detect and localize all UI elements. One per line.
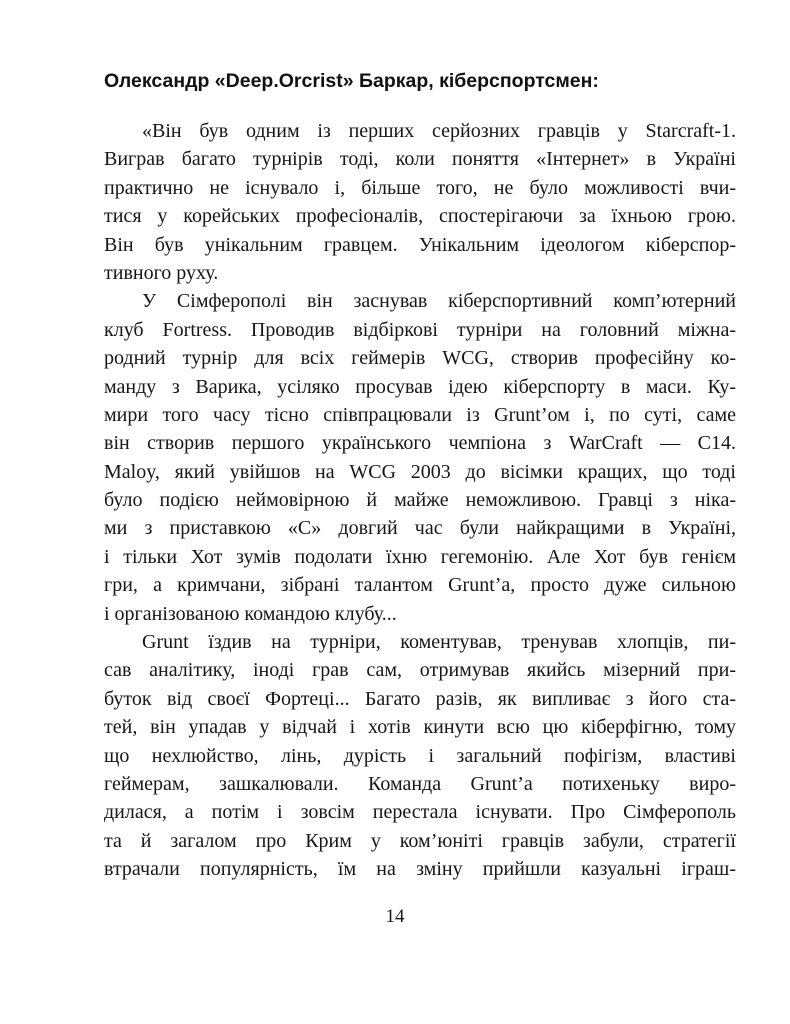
text-line: геймерам, зашкалювали. Команда Grunt’а потихеньку виро- [104,772,736,795]
text-line: втрачали популярність, їм на зміну прийшли казуальні іграш- [104,858,736,881]
text-line: буток від своєї Фортеці... Багато разів, як випливає з його ста- [104,687,736,710]
paragraph-1 [104,117,736,287]
text-line: Він був унікальним гравцем. Унікальним ідеологом кіберспор- [104,233,736,256]
text-line: Grunt їздив на турніри, коментував, тренував хлопців, пи- [142,631,736,654]
text-line: мири того часу тісно співпрацювали із Grunt’ом і, по суті, саме [104,403,736,426]
text-line: та й загалом про Крим у ком’юніті гравців забули, стратегії [104,829,736,852]
text-line: що нехлюйство, лінь, дурість і загальний пофігізм, властиві [104,744,736,767]
text-line: дилася, а потім і зовсім перестала існувати. Про Сімферополь [104,801,736,824]
paragraph-2 [104,287,736,628]
text-line: манду з Варика, усіляко просував ідею кіберспорту в маси. Ку- [104,375,736,398]
section-heading: Олександр «Deep.Orcrist» Баркар, кіберспортсмен: [104,70,599,92]
text-line: тися у корейських професіоналів, спостерігаючи за їхньою грою. [104,205,736,228]
text-line: тивного руху. [104,261,219,284]
text-line: практично не існувало і, більше того, не було можливості вчи- [104,176,736,199]
text-line: клуб Fortress. Проводив відбіркові турніри на головний міжна- [104,318,736,341]
text-line: гри, а кримчани, зібрані талантом Grunt’а, просто дуже сильною [104,574,736,597]
text-line: і організованою командою клубу... [104,602,397,625]
text-line: У Сімферополі він заснував кіберспортивний комп’ютерний [142,290,736,313]
text-line: сав аналітику, іноді грав сам, отримував якийсь мізерний при- [104,659,736,682]
text-line: ми з приставкою «С» довгий час були найкращими в Україні, [104,517,736,540]
text-line: було подією неймовірною й майже неможливою. Гравці з ніка- [104,489,736,512]
text-block [104,68,736,884]
page-number: 14 [385,906,405,927]
paragraph-3 [104,628,736,884]
text-line: тей, він упадав у відчай і хотів кинути всю цю кіберфігню, тому [104,716,736,739]
text-line: він створив першого українського чемпіона з WarCraft — C14. [104,432,736,455]
text-line: і тільки Хот зумів подолати їхню гегемонію. Але Хот був генієм [104,545,736,568]
text-line: «Він був одним із перших серйозних гравців у Starcraft-1. [142,120,736,142]
text-line: Maloy, який увійшов на WCG 2003 до вісімки кращих, що тоді [104,460,736,483]
text-line: родний турнір для всіх геймерів WCG, створив професійну ко- [104,347,736,370]
text-line: Виграв багато турнірів тоді, коли поняття «Інтернет» в Україні [104,148,736,171]
